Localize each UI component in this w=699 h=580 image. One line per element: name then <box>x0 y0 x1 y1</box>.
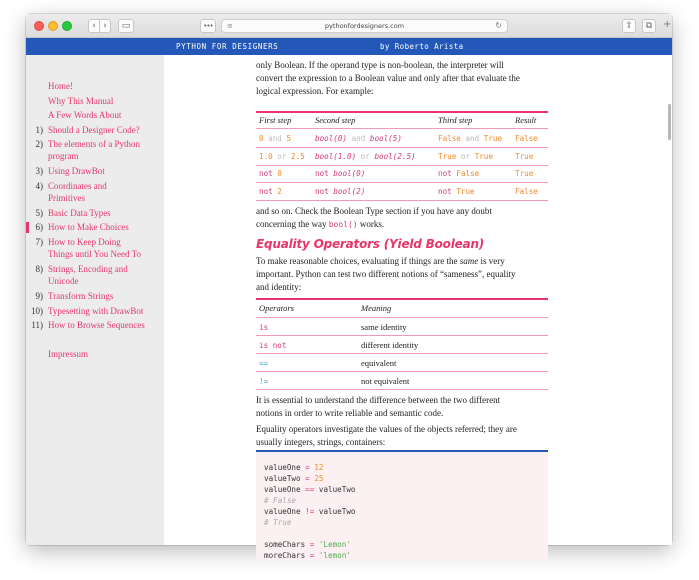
sidebar-item-number: 10) <box>31 306 43 316</box>
after-table-line-2 <box>256 218 548 231</box>
table-cell-meaning: different identity <box>361 340 419 350</box>
sidebar-item-label: Should a Designer Code? <box>48 125 140 135</box>
value-token: 5 <box>286 134 292 143</box>
investigate-line-2: usually integers, strings, containers: <box>256 437 386 447</box>
table-cell-second-step <box>315 133 402 144</box>
keyword-token: True <box>456 187 475 196</box>
code-comment: # True <box>264 518 292 527</box>
table-cell-operator: == <box>259 359 269 368</box>
keyword-token: True <box>474 152 493 161</box>
table-cell-operator: is not <box>259 341 287 350</box>
sidebar-item-number: 4) <box>35 181 43 191</box>
table-cell-second-step <box>315 186 365 197</box>
sidebar-item-label: Unicode <box>48 276 79 286</box>
inline-code: bool() <box>328 220 358 229</box>
browser-window <box>26 14 672 560</box>
browser-toolbar <box>26 14 672 38</box>
sidebar-item-number: 8) <box>35 264 43 274</box>
code-block[interactable] <box>256 450 548 560</box>
more-button[interactable] <box>200 19 216 33</box>
table-cell-result: True <box>515 152 534 161</box>
code-variable: valueTwo <box>318 507 356 516</box>
row-divider <box>256 147 548 148</box>
row-divider <box>256 317 548 318</box>
sidebar-nav <box>26 55 164 545</box>
function-token: bool(0) <box>315 134 348 143</box>
code-variable: moreChars <box>264 551 306 560</box>
table-header-result: Result <box>515 115 537 125</box>
sidebar-item-number: 7) <box>35 237 43 247</box>
table-cell-operator: is <box>259 323 269 332</box>
intro-line-1: only Boolean. If the operand type is non-boolean, the interpreter will <box>256 60 504 70</box>
table-header-second-step: Second step <box>315 115 356 125</box>
operator-token: and <box>268 134 282 143</box>
operator-token: and <box>465 134 480 143</box>
row-divider <box>256 200 548 201</box>
sidebar-item-label: Coordinates and <box>48 181 107 191</box>
essential-line-1: It is essential to understand the difference between the two different <box>256 395 501 405</box>
code-line <box>264 474 323 483</box>
sidebar-item-number: 2) <box>35 139 43 149</box>
keyword-token: False <box>456 169 480 178</box>
reload-icon[interactable]: ↻ <box>495 21 502 30</box>
operator-token: not <box>315 187 329 196</box>
code-string: 'lemon' <box>318 551 351 560</box>
sidebar-item-label: How to Make Choices <box>48 222 129 232</box>
code-variable: valueOne <box>264 485 301 494</box>
row-divider <box>256 371 548 372</box>
ellipsis-icon: ••• <box>203 21 213 30</box>
minimize-window-button[interactable] <box>48 21 58 31</box>
investigate-line-1: Equality operators investigate the values of the objects referred; they are <box>256 424 517 434</box>
forward-button[interactable] <box>99 19 111 33</box>
code-line <box>264 540 351 549</box>
operator-token: not <box>259 169 273 178</box>
chevron-left-icon: ‹ <box>92 20 96 31</box>
code-line <box>264 496 296 505</box>
active-indicator <box>26 222 29 233</box>
row-divider <box>256 335 548 336</box>
table-cell-third-step <box>438 151 493 162</box>
new-tab-plus-icon[interactable]: + <box>663 19 672 30</box>
sidebar-item-number: 11) <box>31 320 43 330</box>
tabs-icon: ⧉ <box>645 20 653 31</box>
sidebar-item-label: Typesetting with DrawBot <box>48 306 144 316</box>
table-top-rule <box>256 298 548 300</box>
function-token: bool(1.0) <box>315 152 357 161</box>
table-cell-first-step <box>259 186 282 197</box>
essential-line-2: notions in order to write reliable and semantic code. <box>256 408 444 418</box>
function-token: bool(5) <box>369 134 402 143</box>
table-cell-operator: != <box>259 377 269 386</box>
row-divider <box>256 389 548 390</box>
main-content <box>164 55 672 560</box>
sidebar-item-label: Using DrawBot <box>48 166 105 176</box>
code-operator: = <box>305 463 310 472</box>
intro-line-3: logical expression. For example: <box>256 86 374 96</box>
sidebar-item-label: Why This Manual <box>48 96 114 106</box>
sidebar-item-number: 5) <box>35 208 43 218</box>
sidebar-item-label: program <box>48 151 79 161</box>
function-token: bool(2.5) <box>374 152 416 161</box>
keyword-token: True <box>483 134 503 143</box>
operator-token: or <box>277 152 287 161</box>
equality-intro-line-3: and identity: <box>256 282 302 292</box>
table-header-third-step: Third step <box>438 115 473 125</box>
code-operator: = <box>309 551 315 560</box>
code-variable: valueTwo <box>264 474 301 483</box>
table-cell-result: False <box>515 134 538 143</box>
code-line <box>264 463 323 472</box>
sidebar-item-label: Home! <box>48 81 73 91</box>
table-header-operators: Operators <box>259 303 294 313</box>
code-operator: != <box>305 507 315 516</box>
function-token: bool(0) <box>333 169 366 178</box>
code-number: 25 <box>314 474 324 483</box>
code-operator: == <box>305 485 315 494</box>
row-divider <box>256 165 548 166</box>
code-variable: valueTwo <box>318 485 356 494</box>
sidebar-item-number: 1) <box>35 125 43 135</box>
text-span: To make reasonable choices, evaluating if things are the <box>256 256 458 266</box>
operator-token: and <box>351 134 366 143</box>
sidebar-item-number: 3) <box>35 166 43 176</box>
keyword-token: True <box>438 152 457 161</box>
table-cell-first-step <box>259 133 291 144</box>
operator-token: not <box>438 169 452 178</box>
equality-intro-line-2: important. Python can test two different notions of “sameness”, equality <box>256 269 516 279</box>
sidebar-icon: ▭ <box>121 20 131 31</box>
text-span: concerning the way <box>256 219 327 229</box>
row-divider <box>256 353 548 354</box>
table-cell-result: True <box>515 169 534 178</box>
table-header-meaning: Meaning <box>361 303 392 313</box>
code-number: 12 <box>314 463 324 472</box>
table-cell-third-step <box>438 133 502 144</box>
fullscreen-window-button[interactable] <box>62 21 72 31</box>
operator-token: or <box>460 152 471 161</box>
code-comment: # False <box>264 496 297 505</box>
address-bar[interactable] <box>221 19 508 33</box>
equality-intro-line-1 <box>256 255 548 267</box>
code-variable: valueOne <box>264 463 301 472</box>
operator-token: not <box>315 169 329 178</box>
sidebar-item-number: 6) <box>35 222 43 232</box>
code-line <box>264 518 291 527</box>
after-table-line-1: and so on. Check the Boolean Type section if you have any doubt <box>256 206 492 216</box>
table-cell-third-step <box>438 186 475 197</box>
section-heading: Equality Operators (Yield Boolean) <box>256 237 485 251</box>
code-line <box>264 507 355 516</box>
tabs-overview-button[interactable] <box>642 19 656 33</box>
table-top-rule <box>256 111 548 113</box>
sidebar-item-label: Basic Data Types <box>48 208 111 218</box>
sidebar-item-label: Things until You Need To <box>48 249 141 259</box>
table-cell-third-step <box>438 168 479 179</box>
sidebar-item-label: Strings, Encoding and <box>48 264 128 274</box>
intro-line-2: convert the expression to a Boolean value and only after that evaluate the <box>256 73 520 83</box>
code-line <box>264 485 355 494</box>
code-operator: = <box>305 474 310 483</box>
table-cell-first-step <box>259 151 305 162</box>
text-span: is very <box>480 256 505 266</box>
function-token: bool(2) <box>333 187 366 196</box>
code-operator: = <box>309 540 315 549</box>
value-token: 0 <box>277 169 282 178</box>
sidebar-item-label: Primitives <box>48 193 86 203</box>
table-cell-meaning: same identity <box>361 322 407 332</box>
page-scrollbar[interactable] <box>668 104 671 140</box>
emphasis-text: same <box>459 256 479 266</box>
table-cell-result: False <box>515 187 538 196</box>
share-icon: ⇪ <box>625 20 633 31</box>
operator-token: not <box>259 187 273 196</box>
chevron-right-icon: › <box>103 20 107 31</box>
keyword-token: False <box>438 134 461 143</box>
table-cell-first-step <box>259 168 282 179</box>
operator-token: or <box>360 152 370 161</box>
url-text: pythonfordesigners.com <box>324 22 405 30</box>
value-token: 1.0 <box>259 152 273 161</box>
reader-icon[interactable]: ≡ <box>227 22 233 30</box>
close-window-button[interactable] <box>34 21 44 31</box>
sidebar-item-number: 9) <box>35 291 43 301</box>
row-divider <box>256 128 548 129</box>
sidebar-item-label: How to Keep Doing <box>48 237 121 247</box>
value-token: 2 <box>277 187 282 196</box>
row-divider <box>256 182 548 183</box>
table-cell-meaning: not equivalent <box>361 376 410 386</box>
operator-token: not <box>438 187 452 196</box>
site-title[interactable]: PYTHON FOR DESIGNERS <box>176 42 279 51</box>
sidebar-toggle-button[interactable] <box>118 19 134 33</box>
table-cell-meaning: equivalent <box>361 358 397 368</box>
text-span: works. <box>359 219 385 229</box>
value-token: 2.5 <box>291 152 305 161</box>
table-header-first-step: First step <box>259 115 292 125</box>
share-button[interactable] <box>622 19 636 33</box>
table-cell-second-step <box>315 168 365 179</box>
site-author: by Roberto Arista <box>380 42 464 51</box>
table-cell-second-step <box>315 151 416 162</box>
sidebar-item-label: How to Browse Sequences <box>48 320 145 330</box>
code-line <box>264 551 351 560</box>
code-variable: someChars <box>264 540 306 549</box>
code-string: 'Lemon' <box>318 540 351 549</box>
sidebar-item-label: The elements of a Python <box>48 139 140 149</box>
site-header <box>26 38 672 55</box>
code-variable: valueOne <box>264 507 301 516</box>
value-token: 0 <box>259 134 264 143</box>
sidebar-item-label: A Few Words About <box>48 110 122 120</box>
sidebar-item-label: Impressum <box>48 349 88 359</box>
sidebar-item-label: Transform Strings <box>48 291 114 301</box>
